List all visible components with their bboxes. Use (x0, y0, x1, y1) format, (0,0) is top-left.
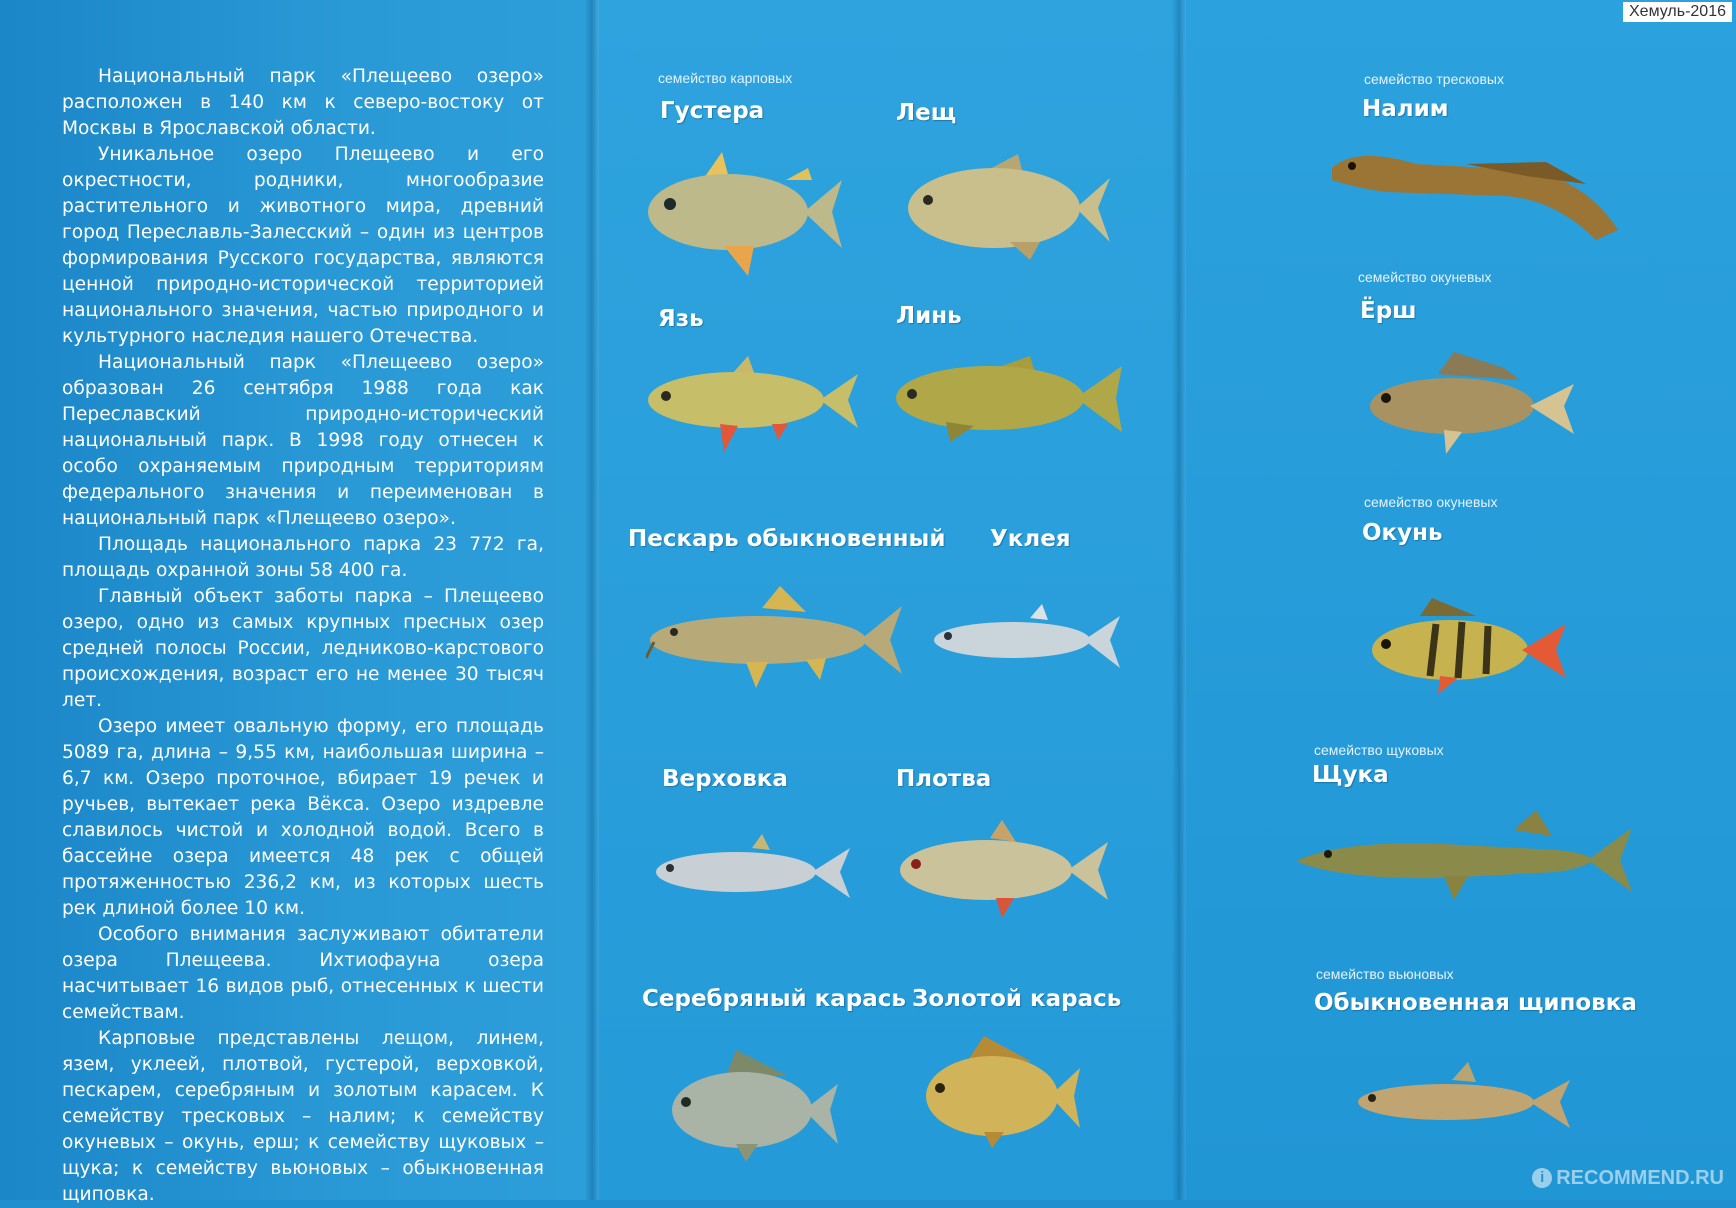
intro-paragraph: Национальный парк «Плещеево озеро» расположен в 140 км к северо-востоку от Москвы в Ярославской области. (62, 66, 544, 139)
fish-name-okun: Окунь (1362, 520, 1443, 546)
verkhovka-fish-illustration (652, 834, 852, 906)
fish-name-ukleya: Уклея (990, 526, 1071, 552)
plotva-fish-illustration (892, 820, 1110, 920)
site-logo (1532, 1167, 1724, 1190)
fold-crease (585, 0, 599, 1200)
intro-paragraph: Озеро имеет овальную форму, его площадь 5089 га, длина – 9,55 км, наибольшая ширина – 6,7 км. Озеро проточное, вбирает 19 речек и ручьев, вытекает река Вёкса. Озеро издревле славилось чистой и холодной водой. Всего в бассейне озера имеется 48 рек с общей протяженностью 236,2 км, из которых шесть рек длиной более 10 км. (62, 716, 544, 919)
family-label-carp: семейство карповых (658, 70, 793, 86)
fish-name-shchuka: Щука (1312, 762, 1389, 788)
family-label-pike: семейство щуковых (1314, 742, 1444, 758)
fish-name-serebr-karas: Серебряный карась (642, 986, 906, 1012)
fish-name-plotva: Плотва (896, 766, 992, 792)
gustera-fish-illustration (636, 150, 844, 280)
fish-name-peskar: Пескарь обыкновенный (628, 526, 946, 552)
intro-panel (0, 0, 592, 1205)
zolot-karas-fish-illustration (920, 1036, 1082, 1148)
ukleya-fish-illustration (932, 604, 1122, 680)
family-label-perch: семейство окуневых (1358, 269, 1492, 285)
fish-name-nalim: Налим (1362, 96, 1449, 122)
serebr-karas-fish-illustration (666, 1050, 840, 1164)
shchuka-fish-illustration (1294, 810, 1632, 912)
logo-text: RECOMMEND.RU (1556, 1167, 1724, 1189)
intro-paragraph: Уникальное озеро Плещеево и его окрестности, родники, многообразие растительного и животного мира, древний город Переславль-Залесский – один из центров формирования Русского государства, являются ценной природно-исторической территорией национального значения, частью природного и культурного наследия нашего Отечества. (62, 144, 544, 347)
family-label-perch: семейство окуневых (1364, 494, 1498, 510)
fish-name-shchipovka: Обыкновенная щиповка (1314, 990, 1637, 1016)
fish-name-verkhovka: Верховка (662, 766, 788, 792)
intro-paragraph: Главный объект заботы парка – Плещеево озеро, одно из самых крупных пресных озер средней полосы России, ледниково-карстового происхождения, возраст его не менее 30 тысяч лет. (62, 586, 544, 711)
intro-paragraph: Площадь национального парка 23 772 га, площадь охранной зоны 58 400 га. (62, 534, 544, 581)
intro-paragraph: Национальный парк «Плещеево озеро» образован 26 сентября 1988 года как Переславский природно-исторический национальный парк. В 1998 году отнесен к особо охраняемым природным территориям федерального значения и переименован в национальный парк «Плещеево озеро». (62, 352, 544, 529)
fish-name-yaz: Язь (658, 306, 704, 332)
fish-name-lin: Линь (896, 303, 962, 329)
intro-paragraph: Карповые представлены лещом, линем, язем, уклеей, плотвой, густерой, верховкой, пескарем, серебряным и золотым карасем. К семейству тресковых – налим; к семейству окуневых – окунь, ерш; к семейству щуковых – щука; к семейству вьюновых – обыкновенная щиповка. (62, 1028, 544, 1205)
okun-fish-illustration (1366, 598, 1568, 698)
logo-mark-icon: i (1532, 1168, 1552, 1188)
lin-fish-illustration (890, 352, 1130, 448)
family-label-loach: семейство вьюновых (1316, 966, 1454, 982)
peskar-fish-illustration (646, 584, 904, 694)
shchipovka-fish-illustration (1354, 1062, 1572, 1142)
fish-name-zolot-karas: Золотой карась (912, 986, 1122, 1012)
intro-paragraph: Особого внимания заслуживают обитатели озера Плещеева. Ихтиофауна озера насчитывает 16 видов рыб, отнесенных к шести семействам. (62, 924, 544, 1023)
intro-text (62, 64, 544, 1208)
leshch-fish-illustration (900, 150, 1110, 262)
fold-crease (1172, 0, 1186, 1200)
fish-name-leshch: Лещ (896, 100, 957, 126)
ersh-fish-illustration (1364, 350, 1576, 456)
fish-name-ersh: Ёрш (1360, 298, 1417, 324)
nalim-fish-illustration (1326, 140, 1620, 244)
yaz-fish-illustration (644, 352, 858, 456)
fish-name-gustera: Густера (660, 98, 765, 124)
watermark-username: Хемуль-2016 (1623, 2, 1732, 22)
family-label-cod: семейство тресковых (1364, 71, 1504, 87)
